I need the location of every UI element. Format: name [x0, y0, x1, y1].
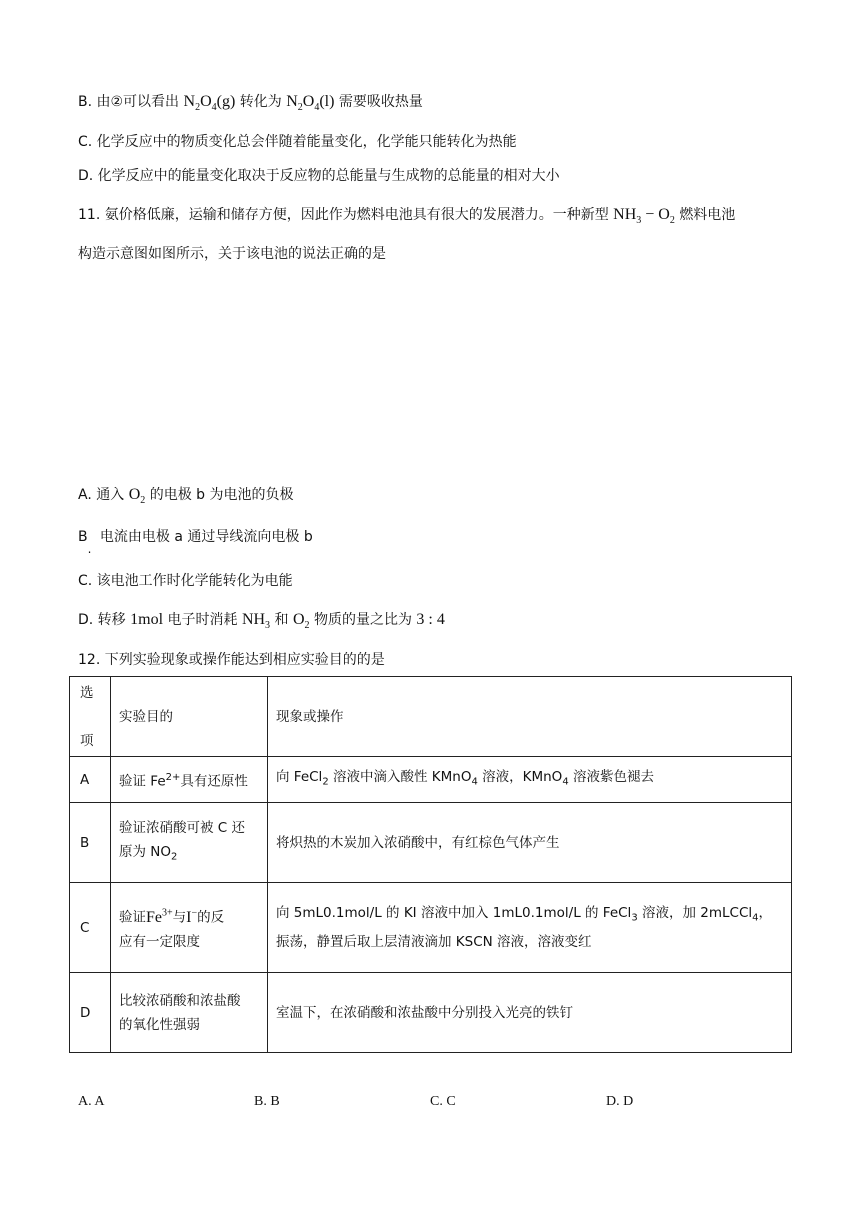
fuel-cell-figure-area — [78, 275, 782, 470]
n2o4-gas-formula: $N_2O_4(g)$ — [183, 93, 236, 114]
header-option: 选 项 — [70, 677, 111, 757]
row-operation: 向 5mL0.1mol/L 的 KI 溶液中加入 1mL0.1mol/L 的 FeCl$_3$ 溶液，加 2mLCCl$_4$， 振荡，静置后取上层清液滴加 KSCN 溶液，溶液变红 — [268, 883, 792, 973]
q11-option-d: D. 转移 1mol 电子时消耗 $NH_3$ 和 $O_2$ 物质的量之比为 3 : 4 — [78, 611, 445, 632]
row-option: B — [70, 803, 111, 883]
answer-choice-d[interactable]: D. D — [606, 1094, 634, 1109]
table-row — [70, 803, 792, 883]
row-option: A — [70, 757, 111, 803]
row-aim: 验证$Fe^{3+}$与I−的反 应有一定限度 — [111, 883, 268, 973]
q10-option-b: B. 由②可以看出 $N_2O_4(g)$ 转化为 $N_2O_4(l)$ 需要吸收热量 — [78, 93, 423, 114]
experiment-table — [69, 676, 792, 1053]
q12-stem: 12. 下列实验现象或操作能达到相应实验目的的是 — [78, 652, 385, 668]
table-header-row — [70, 677, 792, 757]
q12-answer-choices — [78, 1094, 798, 1116]
row-option: D — [70, 973, 111, 1053]
row-aim: 验证浓硝酸可被 C 还 原为 $NO_2$ — [111, 803, 268, 883]
q11-option-b: B. 电流由电极 a 通过导线流向电极 b — [78, 529, 313, 556]
q10-option-d: D. 化学反应中的能量变化取决于反应物的总能量与生成物的总能量的相对大小 — [78, 168, 560, 184]
row-option: C — [70, 883, 111, 973]
answer-choice-a[interactable]: A. A — [78, 1094, 105, 1109]
row-operation: 向 FeCl$_2$ 溶液中滴入酸性 KMnO$_4$ 溶液，KMnO$_4$ 溶液紫色褪去 — [268, 757, 792, 803]
nh3-o2-formula: $NH_3 - O_2$ — [613, 206, 675, 227]
answer-choice-b[interactable]: B. B — [254, 1094, 280, 1109]
table-row — [70, 883, 792, 973]
q11-stem-line1: 11. 氨价格低廉，运输和储存方便，因此作为燃料电池具有很大的发展潜力。一种新型 $NH_3 - O_2$ 燃料电池 — [78, 206, 736, 227]
row-aim: 验证 $Fe^{2+}$具有还原性 — [111, 757, 268, 803]
q11-option-c: C. 该电池工作时化学能转化为电能 — [78, 573, 293, 589]
answer-choice-c[interactable]: C. C — [430, 1094, 456, 1109]
table-row — [70, 757, 792, 803]
table-row — [70, 973, 792, 1053]
q11-option-a: A. 通入 $O_2$ 的电极 b 为电池的负极 — [78, 486, 294, 507]
row-operation: 室温下，在浓硝酸和浓盐酸中分别投入光亮的铁钉 — [268, 973, 792, 1053]
n2o4-liquid-formula: $N_2O_4(l)$ — [286, 93, 335, 114]
row-operation: 将炽热的木炭加入浓硝酸中，有红棕色气体产生 — [268, 803, 792, 883]
header-aim: 实验目的 — [111, 677, 268, 757]
row-aim: 比较浓硝酸和浓盐酸 的氧化性强弱 — [111, 973, 268, 1053]
header-operation: 现象或操作 — [268, 677, 792, 757]
q10-option-c: C. 化学反应中的物质变化总会伴随着能量变化，化学能只能转化为热能 — [78, 134, 517, 150]
q11-stem-line2: 构造示意图如图所示，关于该电池的说法正确的是 — [78, 246, 386, 262]
